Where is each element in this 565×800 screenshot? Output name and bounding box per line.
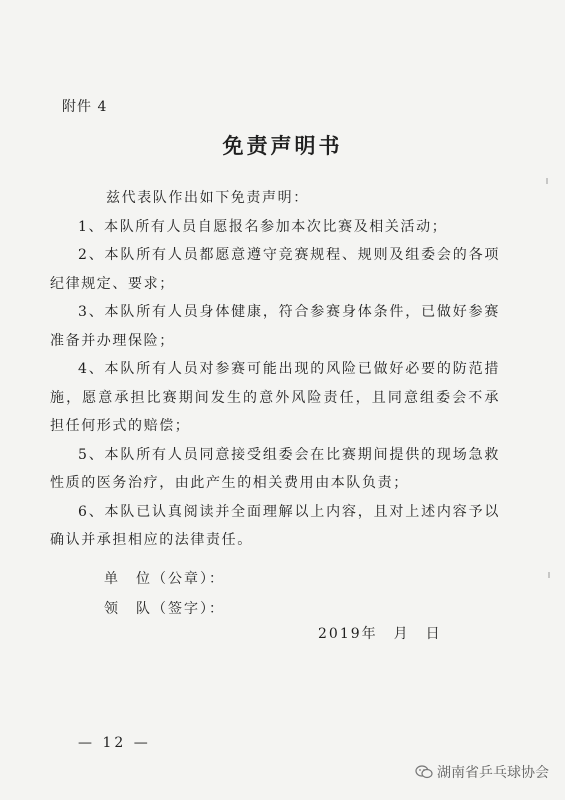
clause-6: 6、本队已认真阅读并全面理解以上内容，且对上述内容予以确认并承担相应的法律责任。 bbox=[50, 503, 500, 548]
clause-4: 4、本队所有人员对参赛可能出现的风险已做好必要的防范措施，愿意承担比赛期间发生的意外风险责任，且同意组委会不承担任何形式的赔偿； bbox=[50, 361, 500, 434]
clause-3: 3、本队所有人员身体健康，符合参赛身体条件，已做好参赛准备并办理保险； bbox=[50, 304, 500, 349]
source-watermark bbox=[415, 762, 549, 782]
document-body bbox=[50, 184, 500, 555]
clause-5: 5、本队所有人员同意接受组委会在比赛期间提供的现场急救性质的医务治疗，由此产生的相关费用由本队负责； bbox=[50, 446, 500, 491]
intro-paragraph: 兹代表队作出如下免责声明： bbox=[106, 190, 309, 206]
scan-mark bbox=[546, 178, 548, 184]
watermark-text: 湖南省乒乓球协会 bbox=[437, 765, 549, 781]
clause-2: 2、本队所有人员都愿意遵守竞赛规程、规则及组委会的各项纪律规定、要求； bbox=[50, 247, 500, 292]
scan-mark bbox=[548, 572, 550, 578]
signature-leader-line: 领 队（签字）： bbox=[104, 601, 225, 617]
page-number: — 12 — bbox=[78, 735, 151, 751]
attachment-label: 附件 4 bbox=[62, 99, 108, 115]
clause-1: 1、本队所有人员自愿报名参加本次比赛及相关活动； bbox=[78, 218, 448, 235]
signature-unit-line: 单 位（公章）： bbox=[104, 571, 225, 587]
wechat-icon bbox=[415, 765, 433, 779]
document-title: 免责声明书 bbox=[222, 133, 343, 158]
signature-date: 2019年 月 日 bbox=[318, 626, 442, 642]
